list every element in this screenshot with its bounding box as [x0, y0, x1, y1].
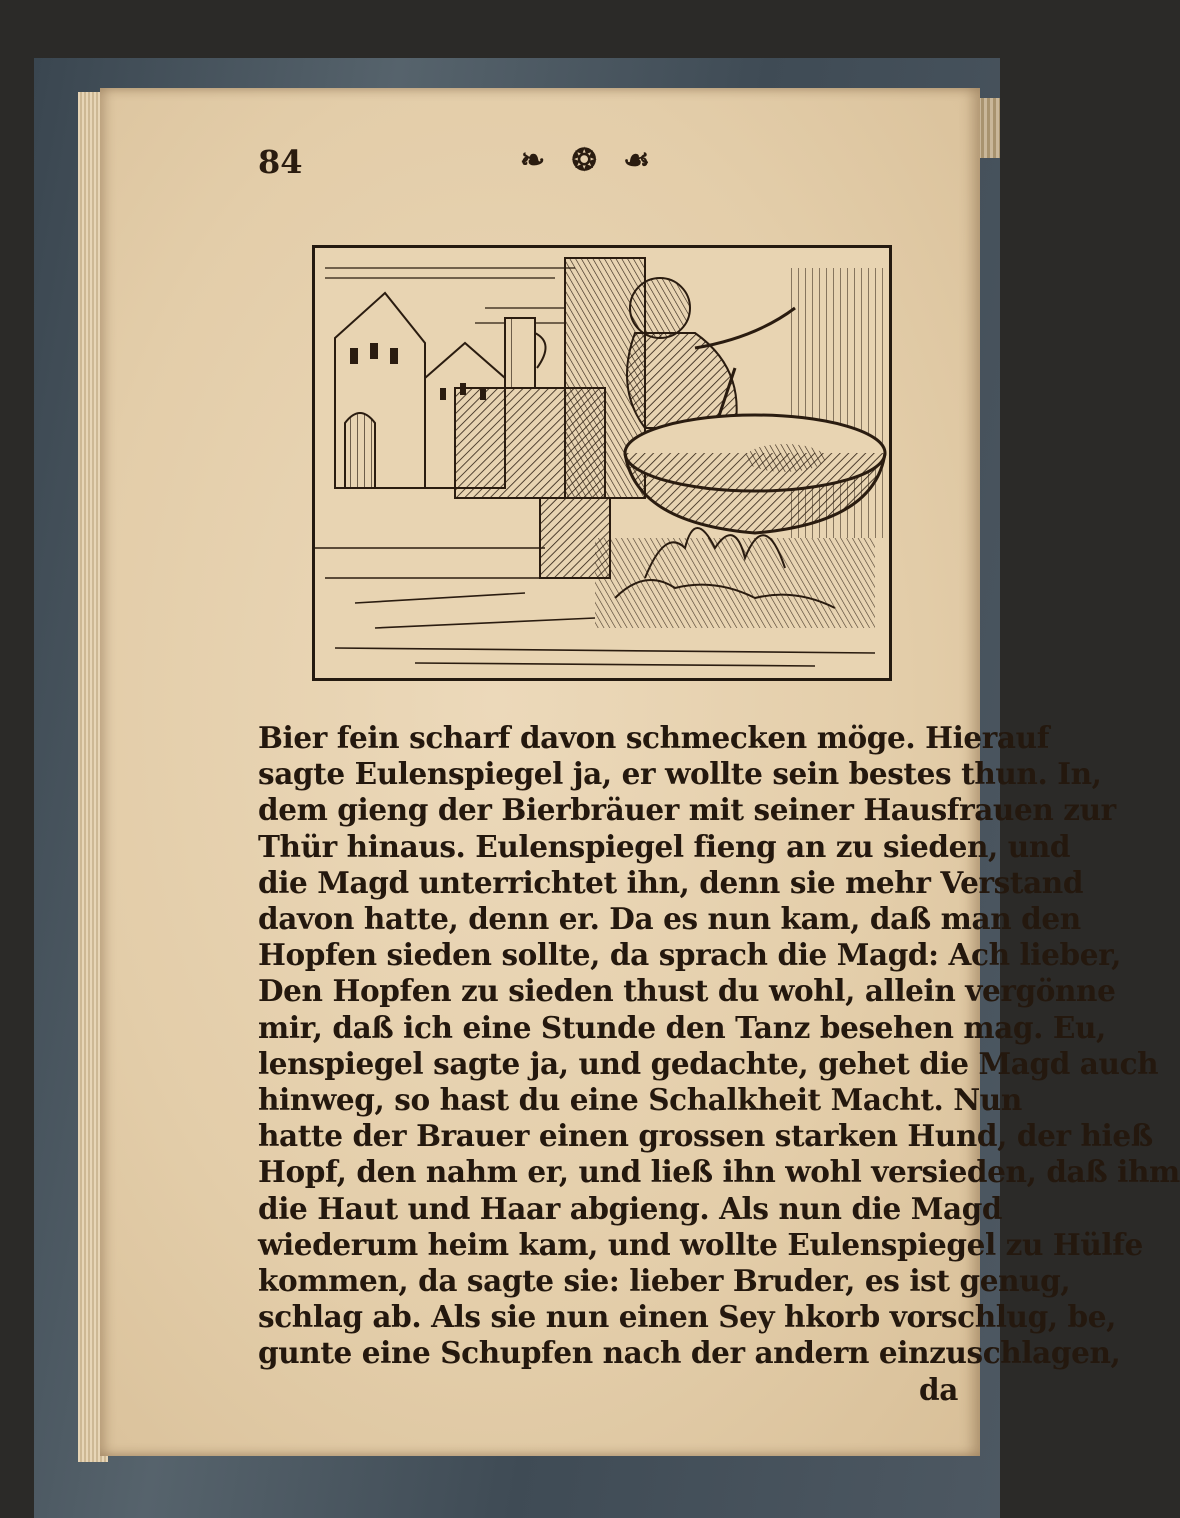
- text-line: schlag ab. Als sie nun einen Sey hkorb vorschlug, be,: [258, 1299, 1117, 1335]
- woodcut-illustration: [312, 245, 892, 681]
- text-line: dem gieng der Bierbräuer mit seiner Hausfrauen zur: [258, 792, 1116, 828]
- text-line: gunte eine Schupfen nach der andern einzuschlagen,: [258, 1335, 1121, 1371]
- book-page: [100, 88, 1180, 1456]
- catchword: da: [919, 1371, 958, 1407]
- text-line: lenspiegel sagte ja, und gedachte, gehet die Magd auch: [258, 1045, 1159, 1081]
- text-line: mir, daß ich eine Stunde den Tanz besehen mag. Eu,: [258, 1009, 1106, 1045]
- header-ornament: ❧ ❂ ☙: [520, 143, 659, 178]
- body-text: [258, 720, 1180, 1408]
- page-header: [100, 143, 980, 183]
- text-line: die Magd unterrichtet ihn, denn sie mehr Verstand: [258, 864, 1084, 900]
- text-line: Hopf, den nahm er, und ließ ihn wohl versieden, daß ihm: [258, 1154, 1180, 1190]
- fire: [595, 528, 875, 628]
- text-line: hinweg, so hast du eine Schalkheit Macht. Nun: [258, 1082, 1022, 1118]
- text-line: Bier fein scharf davon schmecken möge. Hierauf: [258, 720, 1049, 755]
- text-line: Hopfen sieden sollte, da sprach die Magd: Ach lieber,: [258, 937, 1121, 973]
- text-line: davon hatte, denn er. Da es nun kam, daß man den: [258, 901, 1081, 937]
- page-number: 84: [258, 143, 303, 181]
- text-line: Den Hopfen zu sieden thust du wohl, allein vergönne: [258, 973, 1116, 1009]
- text-line: sagte Eulenspiegel ja, er wollte sein bestes thun. In,: [258, 756, 1102, 792]
- text-line: hatte der Brauer einen grossen starken Hund, der hieß: [258, 1118, 1153, 1154]
- text-line: Thür hinaus. Eulenspiegel fieng an zu sieden, und: [258, 828, 1071, 864]
- text-line: kommen, da sagte sie: lieber Bruder, es ist genug,: [258, 1263, 1071, 1299]
- text-line: die Haut und Haar abgieng. Als nun die Magd: [258, 1190, 1003, 1226]
- text-line: wiederum heim kam, und wollte Eulenspiegel zu Hülfe: [258, 1226, 1143, 1262]
